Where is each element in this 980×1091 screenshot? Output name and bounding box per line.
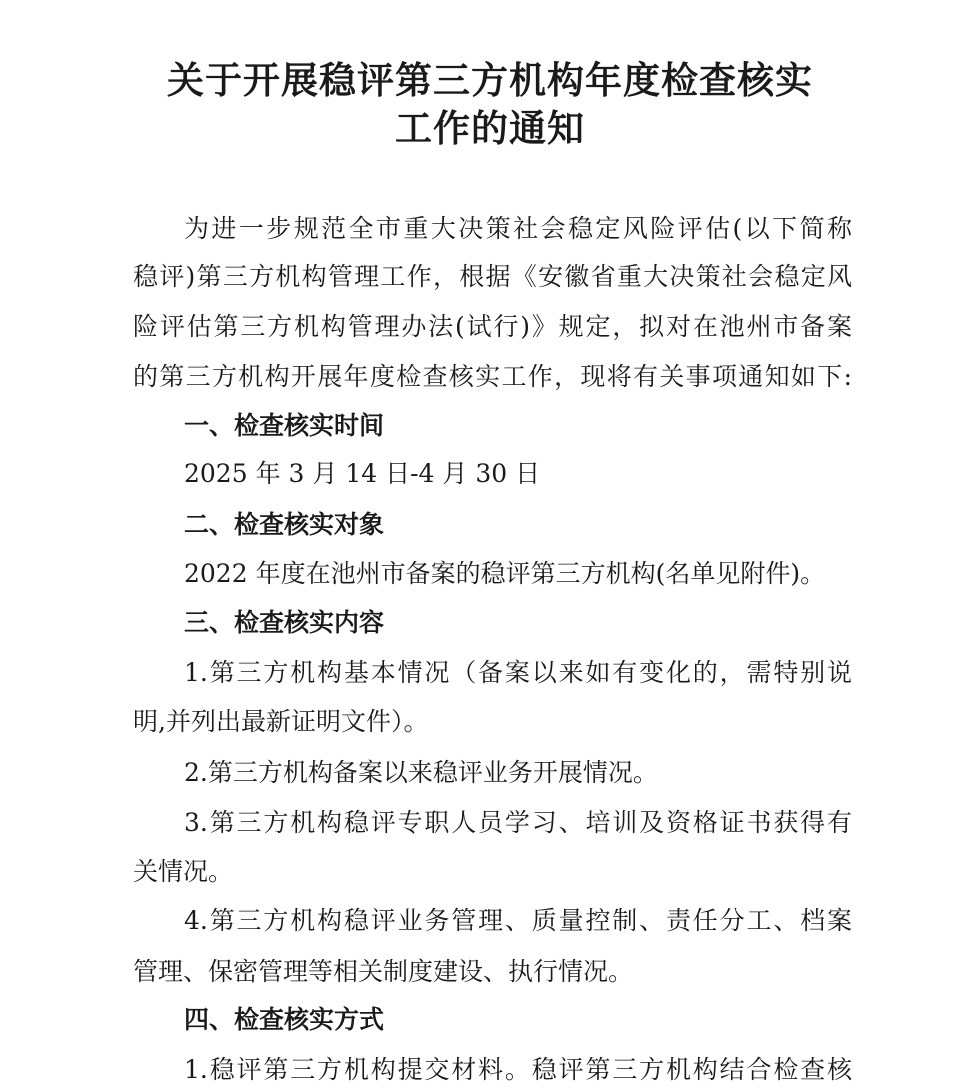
section-heading-time: 一、检查核实时间	[184, 411, 385, 440]
content-item-1-line-1: 1.第三方机构基本情况（备案以来如有变化的，需特别说	[184, 658, 852, 687]
content-item-1-line-2: 明,并列出最新证明文件）。	[133, 707, 429, 736]
section-heading-method: 四、检查核实方式	[184, 1005, 385, 1034]
intro-line-3: 险评估第三方机构管理办法(试行)》规定，拟对在池州市备案	[133, 312, 852, 341]
content-item-3-line-1: 3.第三方机构稳评专职人员学习、培训及资格证书获得有	[184, 808, 852, 837]
method-item-1-line-1: 1.稳评第三方机构提交材料。稳评第三方机构结合检查核	[184, 1055, 852, 1084]
section-heading-target: 二、检查核实对象	[184, 510, 385, 539]
document-title-line1: 关于开展稳评第三方机构年度检查核实	[167, 58, 813, 102]
content-item-4-line-2: 管理、保密管理等相关制度建设、执行情况。	[133, 957, 634, 986]
intro-line-1: 为进一步规范全市重大决策社会稳定风险评估(以下简称	[184, 214, 852, 243]
section-time-text: 2025 年 3 月 14 日-4 月 30 日	[184, 459, 541, 488]
content-item-2: 2.第三方机构备案以来稳评业务开展情况。	[184, 758, 658, 787]
document-title-line2: 工作的通知	[395, 106, 585, 150]
intro-line-2: 稳评)第三方机构管理工作，根据《安徽省重大决策社会稳定风	[133, 262, 852, 291]
section-target-text: 2022 年度在池州市备案的稳评第三方机构(名单见附件)。	[184, 559, 826, 588]
content-item-4-line-1: 4.第三方机构稳评业务管理、质量控制、责任分工、档案	[184, 906, 852, 935]
content-item-3-line-2: 关情况。	[133, 857, 234, 886]
intro-line-4: 的第三方机构开展年度检查核实工作，现将有关事项通知如下:	[133, 362, 852, 391]
section-heading-content: 三、检查核实内容	[184, 608, 385, 637]
